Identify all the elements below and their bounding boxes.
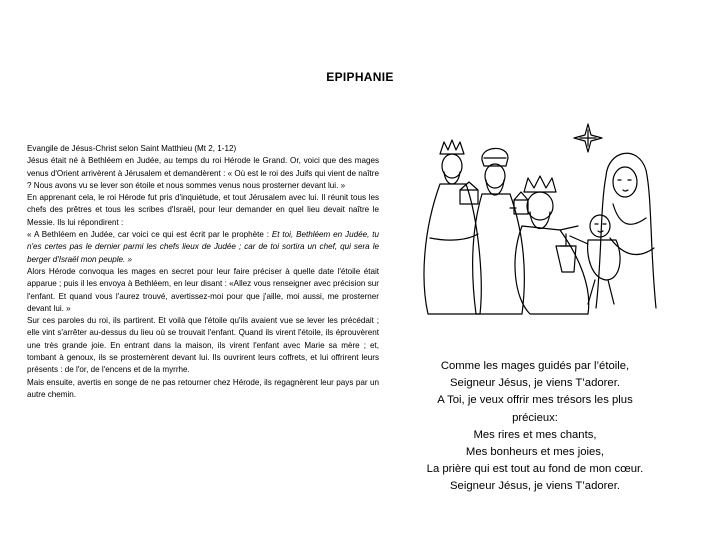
prayer-line: Seigneur Jésus, je viens T’adorer. xyxy=(450,377,620,390)
star-icon xyxy=(574,124,602,152)
mary-figure xyxy=(596,153,656,308)
gospel-paragraph: Sur ces paroles du roi, ils partirent. Et voilà que l'étoile qu'ils avaient vue se lever les précédait ; elle vint s'arrêter au-dessus du lieu où se trouvait l'enfant. Quand ils virent l'étoile, ils éprouvèrent une très grande joie. En entrant dans la maison, ils virent l'enfant avec Marie sa mère ; et, tombant à genoux, ils se prosternèrent devant lui. Ils ouvrirent leurs coffrets, et lui offrirent leurs présents : de l'or, de l'encens et de la myrrhe. xyxy=(27,316,379,375)
magi-nativity-illustration xyxy=(410,108,660,318)
prayer-line: Seigneur Jésus, je viens T’adorer. xyxy=(450,480,620,493)
prayer-line: Mes bonheurs et mes joies, xyxy=(465,446,605,459)
prayer-line: Comme les mages guidés par l’étoile, xyxy=(440,360,630,372)
gospel-paragraph xyxy=(27,229,379,266)
prayer-line: Mes rires et mes chants, xyxy=(473,428,597,441)
gospel-paragraph: Alors Hérode convoqua les mages en secret pour leur faire préciser à quelle date l'étoile était apparue ; puis il les envoya à Bethléem, en leur disant : «Allez vous renseigner avec précision sur l'enfant. Et quand vous l'aurez trouvé, avertissez-moi pour que j'aille, moi aussi, me prosterner devant lui. » xyxy=(27,266,379,313)
gospel-paragraph: En apprenant cela, le roi Hérode fut pris d'inquiétude, et tout Jérusalem avec lui. Il réunit tous les chefs des prêtres et tous les scribes d'Israël, pour leur demander en quel lieu devait naître le Messie. Ils lui répondirent : xyxy=(27,193,379,227)
gospel-paragraph: Jésus était né à Bethléem en Judée, au temps du roi Hérode le Grand. Or, voici que des mages venus d'Orient arrivèrent à Jérusalem et demandèrent : « Où est le roi des Juifs qui vient de naître ? Nous avons vu se lever son étoile et nous sommes venus nous prosterner devant lui. » xyxy=(27,156,379,190)
gospel-reference: Evangile de Jésus-Christ selon Saint Matthieu (Mt 2, 1-12) xyxy=(27,144,237,153)
gospel-text xyxy=(27,143,379,401)
king-kneeling-figure xyxy=(515,176,589,314)
prayer xyxy=(410,358,660,496)
gospel-quote-intro: « A Bethléem en Judée, car voici ce qui est écrit par le prophète : xyxy=(27,230,272,240)
page-title: EPIPHANIE xyxy=(326,70,394,84)
gospel-paragraph: Mais ensuite, avertis en songe de ne pas retourner chez Hérode, ils regagnèrent leur pays par un autre chemin. xyxy=(27,377,379,399)
gospel-prophecy-quote: Et toi, Bethléem en Judée, tu n'es certes pas le dernier parmi les chefs lieux de Judée ; car de toi sortira un chef, qui sera le berger d'Israël mon peuple. » xyxy=(27,230,379,264)
king-standing-figure xyxy=(424,140,481,314)
prayer-line: La prière qui est tout au fond de mon cœur. xyxy=(426,463,644,476)
prayer-line: A Toi, je veux offrir mes trésors les plus xyxy=(437,394,633,407)
prayer-line: précieux: xyxy=(512,411,558,424)
